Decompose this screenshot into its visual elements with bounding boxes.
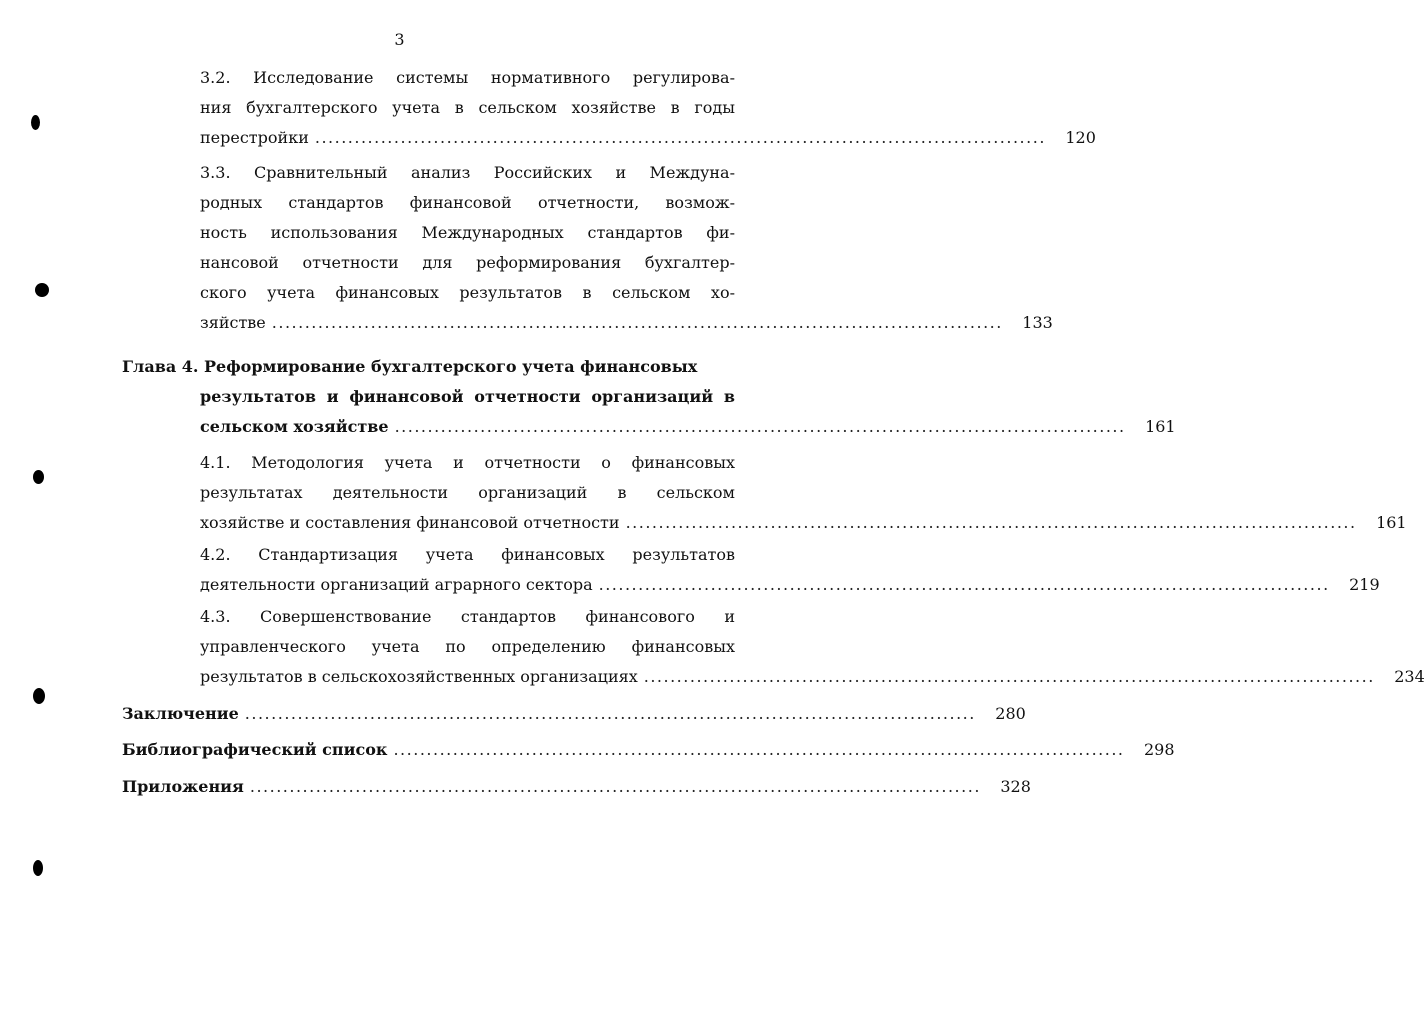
toc-line: 3.3. Сравнительный анализ Российских и Междуна- [200, 163, 735, 182]
toc-last-line [200, 412, 1176, 442]
page-ref: 328 [1000, 777, 1031, 796]
toc-text: Заключение [122, 704, 239, 723]
leader-dots: ............................................................................................................... [314, 128, 1046, 147]
toc-line: ского учета финансовых результатов в сельском хо- [200, 283, 735, 302]
toc-last-line [122, 699, 1026, 729]
toc-entry-4-3[interactable] [200, 602, 1425, 692]
toc-last-line [122, 772, 1031, 802]
leader-dots: ............................................................................................................... [271, 313, 1003, 332]
toc-line: ния бухгалтерского учета в сельском хозяйстве в годы [200, 98, 735, 117]
leader-dots: ............................................................................................................... [394, 417, 1126, 436]
toc-line: результатов и финансовой отчетности организаций в [200, 387, 735, 406]
page-ref: 161 [1376, 513, 1407, 532]
toc-entry-3-3[interactable] [200, 158, 1053, 338]
toc-last-line [122, 735, 1175, 765]
scan-mark [31, 115, 40, 130]
toc-last-line [200, 570, 1380, 600]
toc-text: Приложения [122, 777, 244, 796]
toc-conclusion[interactable] [122, 699, 1026, 729]
toc-last-line [200, 123, 1096, 153]
toc-text: зяйстве [200, 313, 266, 332]
toc-text: хозяйстве и составления финансовой отчетности [200, 513, 620, 532]
toc-text: перестройки [200, 128, 309, 147]
page-ref: 161 [1145, 417, 1176, 436]
toc-entry-4-1[interactable] [200, 448, 1407, 538]
toc-line: 3.2. Исследование системы нормативного регулирова- [200, 68, 735, 87]
scan-mark [35, 283, 49, 297]
scan-mark [33, 470, 44, 484]
page-ref: 298 [1143, 740, 1175, 759]
leader-dots: ............................................................................................................... [393, 740, 1125, 759]
page-ref: 219 [1349, 575, 1380, 594]
toc-line: нансовой отчетности для реформирования бухгалтер- [200, 253, 735, 272]
leader-dots: ............................................................................................................... [643, 667, 1375, 686]
toc-line: 4.3. Совершенствование стандартов финансового и [200, 607, 735, 626]
toc-text: результатов в сельскохозяйственных организациях [200, 667, 638, 686]
toc-text: деятельности организаций аграрного сектора [200, 575, 593, 594]
page-number: 3 [394, 30, 405, 49]
toc-line: управленческого учета по определению финансовых [200, 637, 735, 656]
leader-dots: ............................................................................................................... [598, 575, 1330, 594]
toc-line: 4.2. Стандартизация учета финансовых результатов [200, 545, 735, 564]
page-ref: 280 [995, 704, 1026, 723]
toc-entry-3-2[interactable] [200, 63, 1096, 153]
scan-mark [33, 688, 45, 704]
toc-entry-4-2[interactable] [200, 540, 1380, 600]
toc-line: 4.1. Методология учета и отчетности о финансовых [200, 453, 735, 472]
toc-appendices[interactable] [122, 772, 1031, 802]
toc-line: результатах деятельности организаций в сельском [200, 483, 735, 502]
leader-dots: ............................................................................................................... [249, 777, 981, 796]
toc-last-line [200, 508, 1407, 538]
leader-dots: ............................................................................................................... [625, 513, 1357, 532]
toc-last-line [200, 662, 1425, 692]
toc-text: Библиографический список [122, 740, 388, 759]
toc-line: ность использования Международных стандартов фи- [200, 223, 735, 242]
page-ref: 120 [1065, 128, 1096, 147]
page-ref: 234 [1394, 667, 1425, 686]
leader-dots: ............................................................................................................... [244, 704, 976, 723]
toc-last-line [200, 308, 1053, 338]
toc-chapter-4[interactable] [122, 352, 1176, 442]
toc-line: Глава 4. Реформирование бухгалтерского учета финансовых [122, 357, 698, 376]
toc-bibliography[interactable] [122, 735, 1175, 765]
scan-mark [33, 860, 43, 876]
toc-line: родных стандартов финансовой отчетности, возмож- [200, 193, 735, 212]
page-ref: 133 [1022, 313, 1053, 332]
toc-text: сельском хозяйстве [200, 417, 389, 436]
